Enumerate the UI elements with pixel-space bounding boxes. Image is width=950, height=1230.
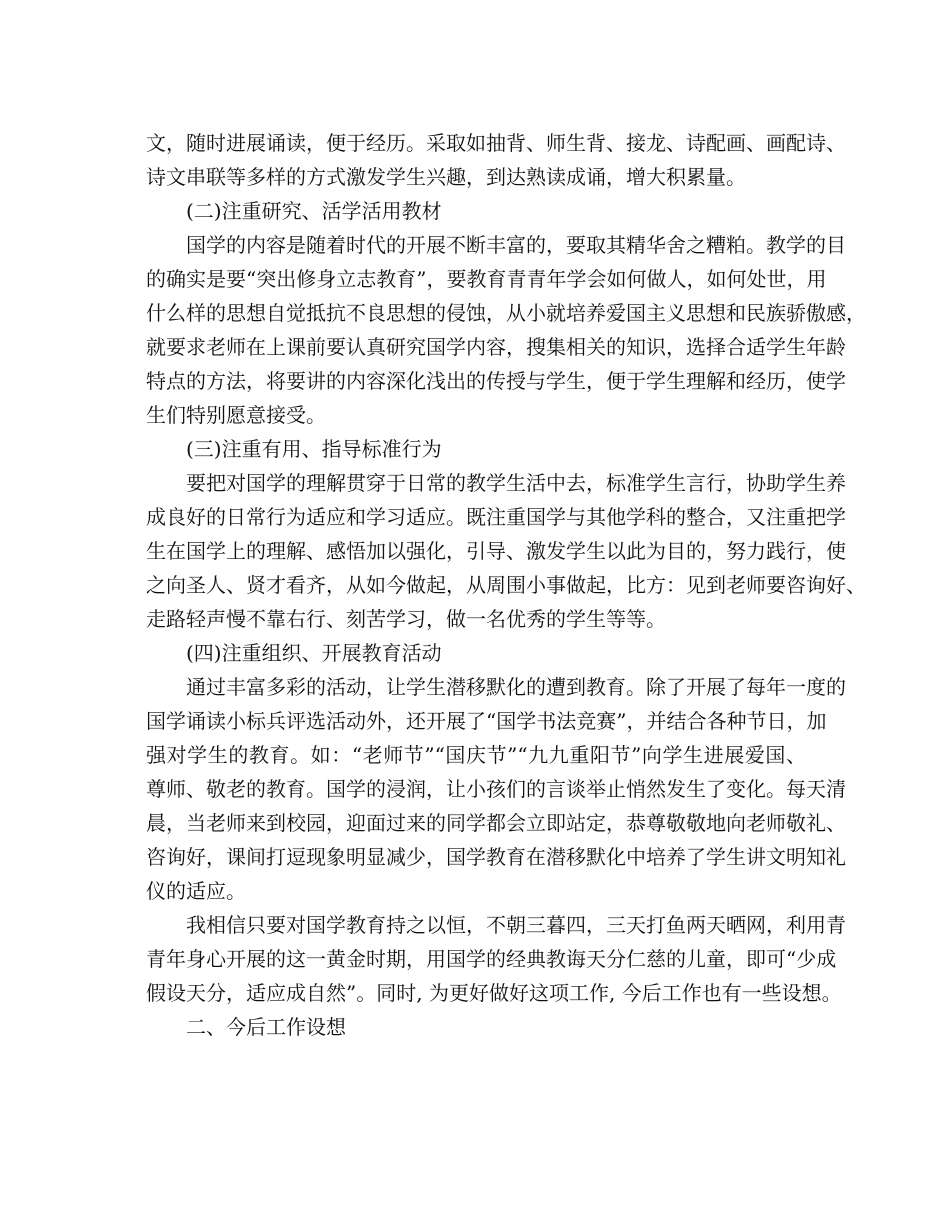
text-line: 要把对国学的理解贯穿于日常的教学生活中去，标准学生言行，协助学生养 <box>186 471 846 495</box>
text-line: (四)注重组织、开展教育活动 <box>186 641 442 665</box>
text-line: 走路轻声慢不靠右行、刻苦学习，做一名优秀的学生等等。 <box>146 607 666 631</box>
text-line: 假设天分，适应成自然”。同时, 为更好做好这项工作, 今后工作也有一些设想。 <box>146 981 842 1005</box>
text-line: 强对学生的教育。如：“老师节”“国庆节”“九九重阳节”向学生进展爱国、 <box>146 743 806 767</box>
text-line: 什么样的思想自觉抵抗不良思想的侵蚀，从小就培养爱国主义思想和民族骄傲感， <box>146 301 866 325</box>
text-line: 国学诵读小标兵评选活动外，还开展了“国学书法竞赛”，并结合各种节日，加 <box>146 709 827 733</box>
text-line: 之向圣人、贤才看齐，从如今做起，从周围小事做起，比方：见到老师要咨询好、 <box>146 573 866 597</box>
text-line: 生们特别愿意接受。 <box>146 403 326 427</box>
text-line: 诗文串联等多样的方式激发学生兴趣，到达熟读成诵，增大积累量。 <box>146 165 746 189</box>
text-line: 的确实是要“突出修身立志教育”，要教育青青年学会如何做人，如何处世，用 <box>146 267 827 291</box>
text-line: 我相信只要对国学教育持之以恒，不朝三暮四，三天打鱼两天晒网，利用青 <box>186 913 846 937</box>
text-line: 生在国学上的理解、感悟加以强化，引导、激发学生以此为目的，努力践行，使 <box>146 539 846 563</box>
text-line: 文，随时进展诵读，便于经历。采取如抽背、师生背、接龙、诗配画、画配诗、 <box>146 131 846 155</box>
text-line: 国学的内容是随着时代的开展不断丰富的，要取其精华舍之糟粕。教学的目 <box>186 233 846 257</box>
text-line: 咨询好，课间打逗现象明显减少，国学教育在潜移默化中培养了学生讲文明知礼 <box>146 845 846 869</box>
text-line: 晨，当老师来到校园，迎面过来的同学都会立即站定，恭尊敬敬地向老师敬礼、 <box>146 811 846 835</box>
text-line: 就要求老师在上课前要认真研究国学内容，搜集相关的知识，选择合适学生年龄 <box>146 335 846 359</box>
text-line: (二)注重研究、活学活用教材 <box>186 199 442 223</box>
text-line: (三)注重有用、指导标准行为 <box>186 437 442 461</box>
text-line: 二、今后工作设想 <box>186 1015 346 1039</box>
text-line: 青年身心开展的这一黄金时期，用国学的经典教诲天分仁慈的儿童，即可“少成 <box>146 947 837 971</box>
text-line: 通过丰富多彩的活动，让学生潜移默化的遭到教育。除了开展了每年一度的 <box>186 675 846 699</box>
document-body <box>146 126 866 1044</box>
text-line: 成良好的日常行为适应和学习适应。既注重国学与其他学科的整合，又注重把学 <box>146 505 846 529</box>
text-line: 尊师、敬老的教育。国学的浸润，让小孩们的言谈举止悄然发生了变化。每天清 <box>146 777 846 801</box>
text-line: 特点的方法，将要讲的内容深化浅出的传授与学生，便于学生理解和经历，使学 <box>146 369 846 393</box>
text-line: 仪的适应。 <box>146 879 246 903</box>
